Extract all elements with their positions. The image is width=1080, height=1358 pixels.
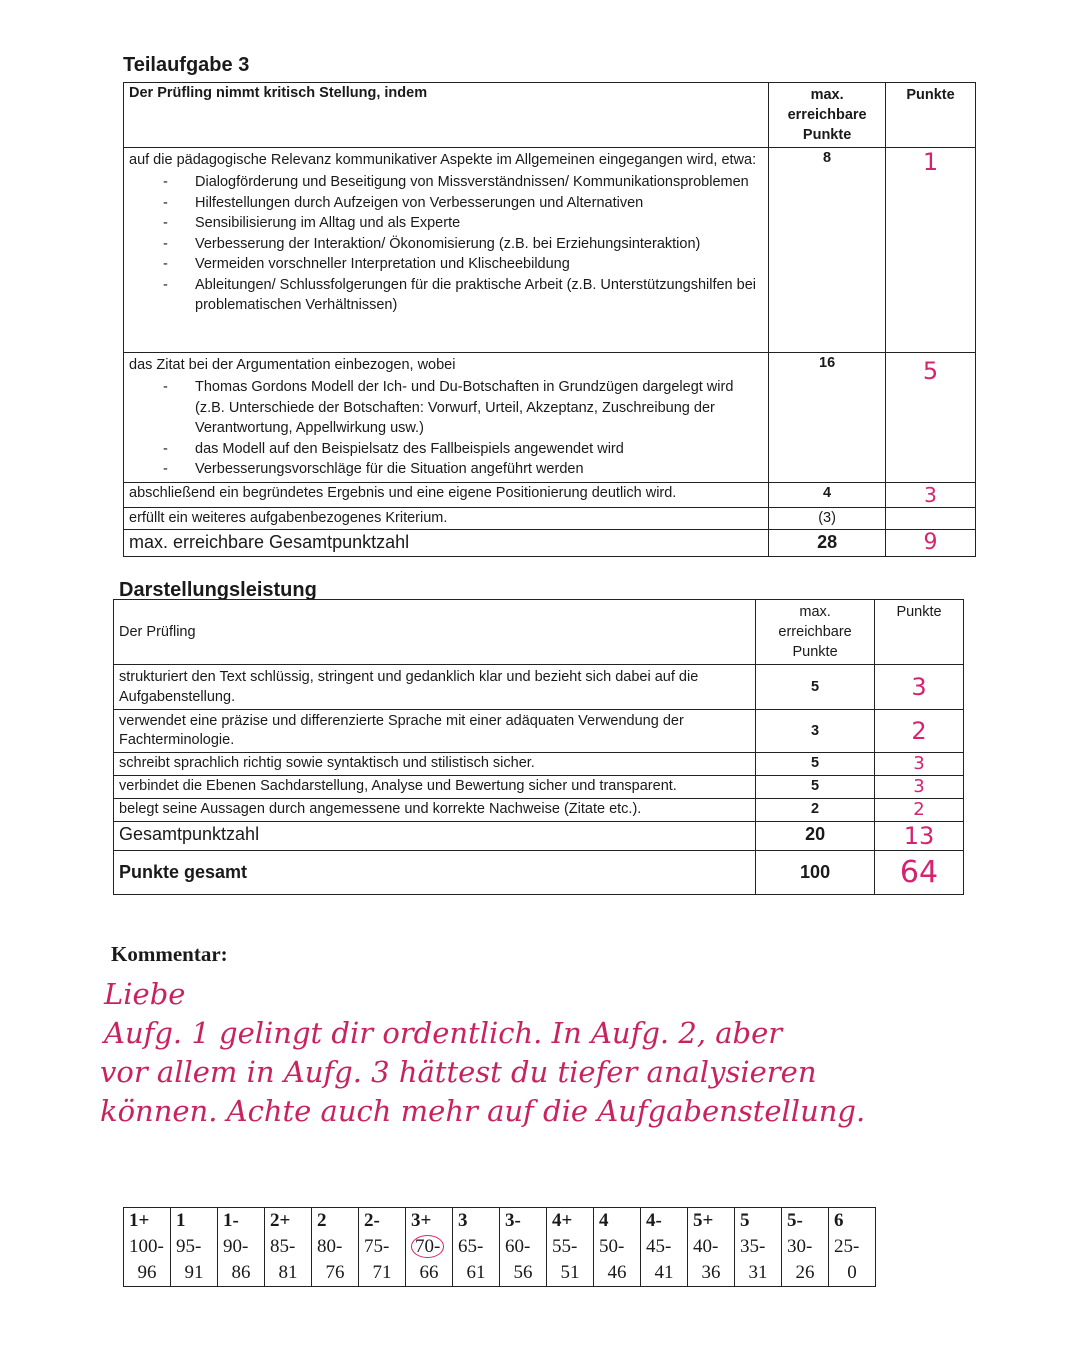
presentation-header-max: max. erreichbare Punkte <box>756 600 875 665</box>
grade-cell: 1- <box>218 1208 265 1235</box>
task3-row <box>124 353 976 483</box>
task3-header-max: max. erreichbare Punkte <box>769 83 886 148</box>
bullet-item: - Sensibilisierung im Alltag und als Experte <box>195 213 763 234</box>
presentation-row <box>114 710 964 753</box>
awarded-points: 5 <box>886 353 976 483</box>
presentation-table <box>113 599 964 895</box>
comment-line: Aufg. 1 gelingt dir ordentlich. In Aufg. 2, aber <box>104 1016 783 1050</box>
task3-criterion <box>124 353 769 483</box>
comment-line: können. Achte auch mehr auf die Aufgabenstellung. <box>100 1094 866 1128</box>
lower-bound-cell: 96 <box>124 1260 171 1287</box>
upper-bound-row <box>124 1234 876 1260</box>
grand-total-points: 64 <box>875 851 964 895</box>
max-points: 5 <box>756 753 875 776</box>
grade-cell: 3+ <box>406 1208 453 1235</box>
upper-bound-cell: 35- <box>735 1234 782 1260</box>
upper-bound-cell: 85- <box>265 1234 312 1260</box>
max-points: 8 <box>769 148 886 353</box>
awarded-points: 3 <box>875 776 964 799</box>
task3-header-points: Punkte <box>886 83 976 148</box>
max-points: 16 <box>769 353 886 483</box>
lower-bound-cell: 91 <box>171 1260 218 1287</box>
grade-row <box>124 1208 876 1235</box>
max-points: 5 <box>756 776 875 799</box>
awarded-points: 3 <box>875 753 964 776</box>
task3-criterion <box>124 148 769 353</box>
task3-total-label: max. erreichbare Gesamtpunktzahl <box>124 529 769 556</box>
upper-bound-cell: 80- <box>312 1234 359 1260</box>
max-points: (3) <box>769 507 886 529</box>
task3-total-max: 28 <box>769 529 886 556</box>
task3-total-points: 9 <box>886 529 976 556</box>
awarded-points: 3 <box>875 665 964 710</box>
presentation-total-label: Gesamtpunktzahl <box>114 822 756 851</box>
task3-table <box>123 82 976 557</box>
max-points: 2 <box>756 799 875 822</box>
task3-row <box>124 507 976 529</box>
presentation-header-row <box>114 600 964 665</box>
criterion-text: abschließend ein begründetes Ergebnis und eine eigene Positionierung deutlich wird. <box>124 482 769 507</box>
comment-line: vor allem in Aufg. 3 hättest du tiefer analysieren <box>100 1055 817 1089</box>
marked-score-circle: 70- <box>411 1235 444 1258</box>
lower-bound-cell: 76 <box>312 1260 359 1287</box>
upper-bound-cell: 75- <box>359 1234 406 1260</box>
presentation-header-intro: Der Prüfling <box>114 600 756 665</box>
max-points: 4 <box>769 482 886 507</box>
upper-bound-cell: 100- <box>124 1234 171 1260</box>
bullet-item: - das Modell auf den Beispielsatz des Fallbeispiels angewendet wird <box>195 439 763 460</box>
handwritten-comment <box>100 975 1060 1131</box>
criterion-text: strukturiert den Text schlüssig, stringent und gedanklich klar und bezieht sich dabei auf die Aufgabenstellung. <box>114 665 756 710</box>
presentation-header-points: Punkte <box>875 600 964 665</box>
criterion-text: das Zitat bei der Argumentation einbezogen, wobei <box>129 357 456 373</box>
grade-cell: 4+ <box>547 1208 594 1235</box>
upper-bound-cell: 40- <box>688 1234 735 1260</box>
criterion-text: erfüllt ein weiteres aufgabenbezogenes Kriterium. <box>124 507 769 529</box>
criterion-text: verbindet die Ebenen Sachdarstellung, Analyse und Bewertung sicher und transparent. <box>114 776 756 799</box>
comment-label: Kommentar: <box>111 942 228 966</box>
lower-bound-cell: 46 <box>594 1260 641 1287</box>
task3-title: Teilaufgabe 3 <box>123 54 250 76</box>
grade-scale <box>123 1207 876 1287</box>
lower-bound-cell: 81 <box>265 1260 312 1287</box>
lower-bound-cell: 0 <box>829 1260 876 1287</box>
lower-bound-cell: 36 <box>688 1260 735 1287</box>
grade-cell: 6 <box>829 1208 876 1235</box>
upper-bound-cell: 50- <box>594 1234 641 1260</box>
lower-bound-cell: 41 <box>641 1260 688 1287</box>
grade-cell: 5 <box>735 1208 782 1235</box>
awarded-points <box>886 507 976 529</box>
bullet-item: - Verbesserung der Interaktion/ Ökonomisierung (z.B. bei Erziehungsinteraktion) <box>195 234 763 255</box>
upper-bound-cell: 25- <box>829 1234 876 1260</box>
grade-cell: 4 <box>594 1208 641 1235</box>
bullet-item: - Ableitungen/ Schlussfolgerungen für die praktische Arbeit (z.B. Unterstützungshilfen bei problematischen Verhältnissen) <box>195 275 763 316</box>
presentation-row <box>114 665 964 710</box>
task3-total-row <box>124 529 976 556</box>
awarded-points: 2 <box>875 799 964 822</box>
grade-cell: 3- <box>500 1208 547 1235</box>
awarded-points: 1 <box>886 148 976 353</box>
task3-row <box>124 482 976 507</box>
max-points: 3 <box>756 710 875 753</box>
lower-bound-cell: 71 <box>359 1260 406 1287</box>
upper-bound-cell: 95- <box>171 1234 218 1260</box>
presentation-total-points: 13 <box>875 822 964 851</box>
criterion-text: schreibt sprachlich richtig sowie syntaktisch und stilistisch sicher. <box>114 753 756 776</box>
grand-total-row <box>114 851 964 895</box>
presentation-row <box>114 753 964 776</box>
grade-cell: 5- <box>782 1208 829 1235</box>
criterion-bullets <box>129 377 763 480</box>
lower-bound-cell: 51 <box>547 1260 594 1287</box>
grade-scale-table <box>123 1207 876 1287</box>
grand-total-max: 100 <box>756 851 875 895</box>
grade-cell: 1 <box>171 1208 218 1235</box>
criterion-bullets <box>129 172 763 316</box>
presentation-title: Darstellungsleistung <box>119 579 317 601</box>
lower-bound-cell: 31 <box>735 1260 782 1287</box>
upper-bound-cell: 55- <box>547 1234 594 1260</box>
comment-line: Liebe <box>104 977 186 1011</box>
bullet-item: - Verbesserungsvorschläge für die Situation angeführt werden <box>195 459 763 480</box>
grade-cell: 4- <box>641 1208 688 1235</box>
bullet-item: - Thomas Gordons Modell der Ich- und Du-Botschaften in Grundzügen dargelegt wird (z.B. Unterschiede der Botschaften: Vorwurf, Urteil, Akzeptanz, Zuschreibung der Verantwortung, Appellwirkung usw.) <box>195 377 763 439</box>
upper-bound-cell: 60- <box>500 1234 547 1260</box>
upper-bound-cell: 90- <box>218 1234 265 1260</box>
lower-bound-cell: 66 <box>406 1260 453 1287</box>
task3-header-intro: Der Prüfling nimmt kritisch Stellung, indem <box>124 83 769 148</box>
max-points: 5 <box>756 665 875 710</box>
upper-bound-cell: 65- <box>453 1234 500 1260</box>
bullet-item: - Vermeiden vorschneller Interpretation und Klischeebildung <box>195 254 763 275</box>
criterion-text: belegt seine Aussagen durch angemessene und korrekte Nachweise (Zitate etc.). <box>114 799 756 822</box>
awarded-points: 3 <box>886 482 976 507</box>
presentation-row <box>114 799 964 822</box>
criterion-text: verwendet eine präzise und differenzierte Sprache mit einer adäquaten Verwendung der Fachterminologie. <box>114 710 756 753</box>
upper-bound-cell: 45- <box>641 1234 688 1260</box>
presentation-total-max: 20 <box>756 822 875 851</box>
upper-bound-cell <box>406 1234 453 1260</box>
awarded-points: 2 <box>875 710 964 753</box>
presentation-row <box>114 776 964 799</box>
grade-cell: 2 <box>312 1208 359 1235</box>
bullet-item: - Dialogförderung und Beseitigung von Missverständnissen/ Kommunikationsproblemen <box>195 172 763 193</box>
grand-total-label: Punkte gesamt <box>114 851 756 895</box>
grade-cell: 2+ <box>265 1208 312 1235</box>
lower-bound-cell: 26 <box>782 1260 829 1287</box>
lower-bound-cell: 56 <box>500 1260 547 1287</box>
grade-cell: 2- <box>359 1208 406 1235</box>
presentation-total-row <box>114 822 964 851</box>
criterion-text: auf die pädagogische Relevanz kommunikativer Aspekte im Allgemeinen eingegangen wird, etwa: <box>129 152 757 168</box>
lower-bound-row <box>124 1260 876 1287</box>
upper-bound-cell: 30- <box>782 1234 829 1260</box>
lower-bound-cell: 86 <box>218 1260 265 1287</box>
task3-row <box>124 148 976 353</box>
grade-cell: 5+ <box>688 1208 735 1235</box>
grade-cell: 1+ <box>124 1208 171 1235</box>
bullet-item: - Hilfestellungen durch Aufzeigen von Verbesserungen und Alternativen <box>195 193 763 214</box>
lower-bound-cell: 61 <box>453 1260 500 1287</box>
task3-header-row <box>124 83 976 148</box>
grade-cell: 3 <box>453 1208 500 1235</box>
